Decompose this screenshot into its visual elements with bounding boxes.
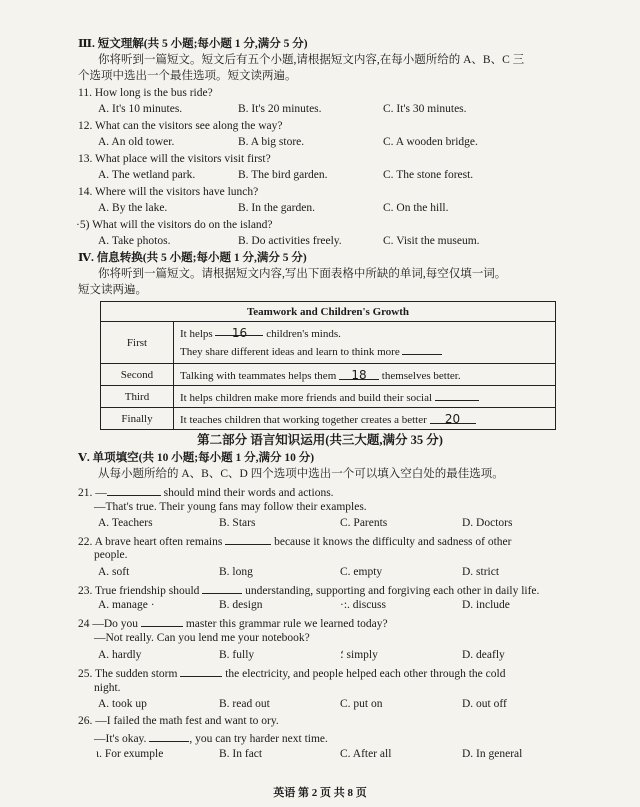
- blank-18[interactable]: [339, 368, 379, 380]
- blank-16[interactable]: [215, 324, 263, 340]
- second-text-b: themselves better.: [381, 369, 461, 382]
- question-24: [78, 615, 388, 631]
- question-21: [78, 484, 334, 500]
- q21-option-d: D. Doctors: [462, 517, 513, 529]
- row-content-finally: [174, 408, 556, 430]
- first-line1b-text: children's minds.: [266, 328, 341, 340]
- q22-option-a: A. soft: [98, 566, 130, 578]
- question-23: [78, 582, 539, 598]
- q14-option-b: B. In the garden.: [238, 202, 315, 214]
- section4-instruction-1: 你将听到一篇短文。请根据短文内容,写出下面表格中所缺的单词,每空仅填一词。: [98, 268, 507, 280]
- section3-heading: Ⅲ. 短文理解(共 5 小题;每小题 1 分,满分 5 分): [78, 38, 308, 50]
- section5-instruction: 从每小题所给的 A、B、C、D 四个选项中选出一个可以填入空白处的最佳选项。: [98, 468, 504, 480]
- q21-option-c: C. Parents: [340, 517, 388, 529]
- table-row-third: [101, 386, 556, 408]
- q21-stem-a: 21. —: [78, 487, 107, 499]
- q25-blank[interactable]: [180, 665, 222, 677]
- row-content-first: [174, 322, 556, 364]
- q22-option-b: B. long: [219, 566, 253, 578]
- q25-stem-b: the electricity, and people helped each other through the cold: [225, 668, 506, 680]
- q24-blank[interactable]: [141, 615, 183, 627]
- q23-stem-b: understanding, supporting and forgiving each other in daily life.: [245, 585, 540, 597]
- row-content-second: [174, 364, 556, 386]
- q11-option-b: B. It's 20 minutes.: [238, 103, 322, 115]
- question-13: 13. What place will the visitors visit first?: [78, 153, 271, 165]
- q13-option-c: C. The stone forest.: [383, 169, 474, 181]
- q23-stem-a: 23. True friendship should: [78, 585, 200, 597]
- part2-heading: 第二部分 语言知识运用(共三大题,满分 35 分): [197, 433, 443, 447]
- row-label-third: Third: [101, 386, 174, 408]
- question-25: [78, 665, 505, 681]
- question-22: [78, 533, 512, 549]
- q14-option-a: A. By the lake.: [98, 202, 168, 214]
- finally-text: It teaches children that working together creates a better: [180, 413, 427, 426]
- q25-option-c: C. put on: [340, 698, 383, 710]
- table-row-second: [101, 364, 556, 386]
- q15-option-c: C. Visit the museum.: [383, 235, 480, 247]
- q11-option-c: C. It's 30 minutes.: [383, 103, 467, 115]
- q15-option-a: A. Take photos.: [98, 235, 171, 247]
- section5-heading: Ⅴ. 单项填空(共 10 小题;每小题 1 分,满分 10 分): [78, 452, 315, 464]
- question-11: 11. How long is the bus ride?: [78, 87, 213, 99]
- q21-response: —That's true. Their young fans may follow their examples.: [94, 501, 367, 513]
- blank-19[interactable]: [435, 389, 479, 401]
- q24-option-d: D. deafly: [462, 649, 505, 661]
- q22-stem-a: 22. A brave heart often remains: [78, 536, 223, 548]
- q11-option-a: A. It's 10 minutes.: [98, 103, 183, 115]
- q12-option-c: C. A wooden bridge.: [383, 136, 478, 148]
- q12-option-b: B. A big store.: [238, 136, 305, 148]
- q26-response-a: —It's okay.: [94, 733, 147, 745]
- question-12: 12. What can the visitors see along the way?: [78, 120, 283, 132]
- q25-stem-cont: night.: [94, 682, 121, 694]
- q23-option-a: A. manage ·: [98, 599, 155, 611]
- row-content-third: [174, 386, 556, 408]
- row-label-first: First: [101, 322, 174, 364]
- q22-stem-b: because it knows the difficulty and sadness of other: [274, 536, 512, 548]
- q23-option-c: ·:. discuss: [340, 599, 386, 611]
- answer-18: 18: [351, 367, 367, 382]
- q26-blank[interactable]: [149, 730, 189, 742]
- first-line1-text: It helps: [180, 328, 213, 340]
- q26-response-b: , you can try harder next time.: [189, 733, 328, 745]
- section3-instruction-2: 个选项中选出一个最佳选项。短文读两遍。: [78, 70, 297, 82]
- question-26: 26. —I failed the math fest and want to ory.: [78, 715, 279, 727]
- q23-blank[interactable]: [202, 582, 242, 594]
- q23-option-b: B. design: [219, 599, 263, 611]
- q26-option-a: ι. For exumple: [96, 748, 164, 760]
- table-title: Teamwork and Children's Growth: [101, 302, 556, 322]
- q13-option-a: A. The wetland park.: [98, 169, 196, 181]
- q24-option-a: A. hardly: [98, 649, 142, 661]
- q26-option-d: D. In general: [462, 748, 523, 760]
- q14-option-c: C. On the hill.: [383, 202, 449, 214]
- q25-option-d: D. out off: [462, 698, 507, 710]
- q24-response: —Not really. Can you lend me your notebook?: [94, 632, 310, 644]
- section4-heading: Ⅳ. 信息转换(共 5 小题;每小题 1 分,满分 5 分): [78, 252, 307, 264]
- q22-blank[interactable]: [225, 533, 271, 545]
- q23-option-d: D. include: [462, 599, 510, 611]
- q24-option-c: ؛ simply: [340, 649, 378, 661]
- q25-option-b: B. read out: [219, 698, 270, 710]
- question-15: ·5) What will the visitors do on the island?: [76, 219, 273, 231]
- q13-option-b: B. The bird garden.: [238, 169, 328, 181]
- blank-20[interactable]: [430, 412, 476, 424]
- q26-option-b: B. In fact: [219, 748, 263, 760]
- table-row-first: [101, 322, 556, 364]
- q26-option-c: C. After all: [340, 748, 392, 760]
- q24-option-b: B. fully: [219, 649, 255, 661]
- q22-option-d: D. strict: [462, 566, 500, 578]
- answer-16: 16: [231, 326, 248, 340]
- answer-20: 20: [444, 411, 461, 426]
- q25-stem-a: 25. The sudden storm: [78, 668, 178, 680]
- page-footer: 英语 第 2 页 共 8 页: [273, 787, 367, 799]
- q21-option-b: B. Stars: [219, 517, 256, 529]
- row-label-second: Second: [101, 364, 174, 386]
- first-line2-text: They share different ideas and learn to think more: [180, 346, 400, 358]
- table-row-finally: [101, 408, 556, 430]
- q25-option-a: A. took up: [98, 698, 147, 710]
- question-14: 14. Where will the visitors have lunch?: [78, 186, 259, 198]
- q24-stem-a: 24 —Do you: [78, 618, 139, 630]
- row-label-finally: Finally: [101, 408, 174, 430]
- teamwork-table: [100, 301, 556, 430]
- blank-17[interactable]: [402, 343, 442, 355]
- section4-instruction-2: 短文读两遍。: [78, 284, 147, 296]
- second-text: Talking with teammates helps them: [180, 369, 337, 382]
- third-text: It helps children make more friends and build their social: [180, 392, 433, 404]
- q22-option-c: C. empty: [340, 566, 383, 578]
- q24-stem-b: master this grammar rule we learned today?: [185, 618, 388, 630]
- q15-option-b: B. Do activities freely.: [238, 235, 342, 247]
- q21-stem-b: should mind their words and actions.: [163, 487, 334, 499]
- q12-option-a: A. An old tower.: [98, 136, 175, 148]
- q26-response: [94, 730, 328, 746]
- q22-stem-cont: people.: [94, 549, 128, 561]
- q21-blank[interactable]: [107, 484, 161, 496]
- q21-option-a: A. Teachers: [98, 517, 153, 529]
- section3-instruction-1: 你将听到一篇短文。短文后有五个小题,请根据短文内容,在每小题所给的 A、B、C 三: [98, 54, 525, 66]
